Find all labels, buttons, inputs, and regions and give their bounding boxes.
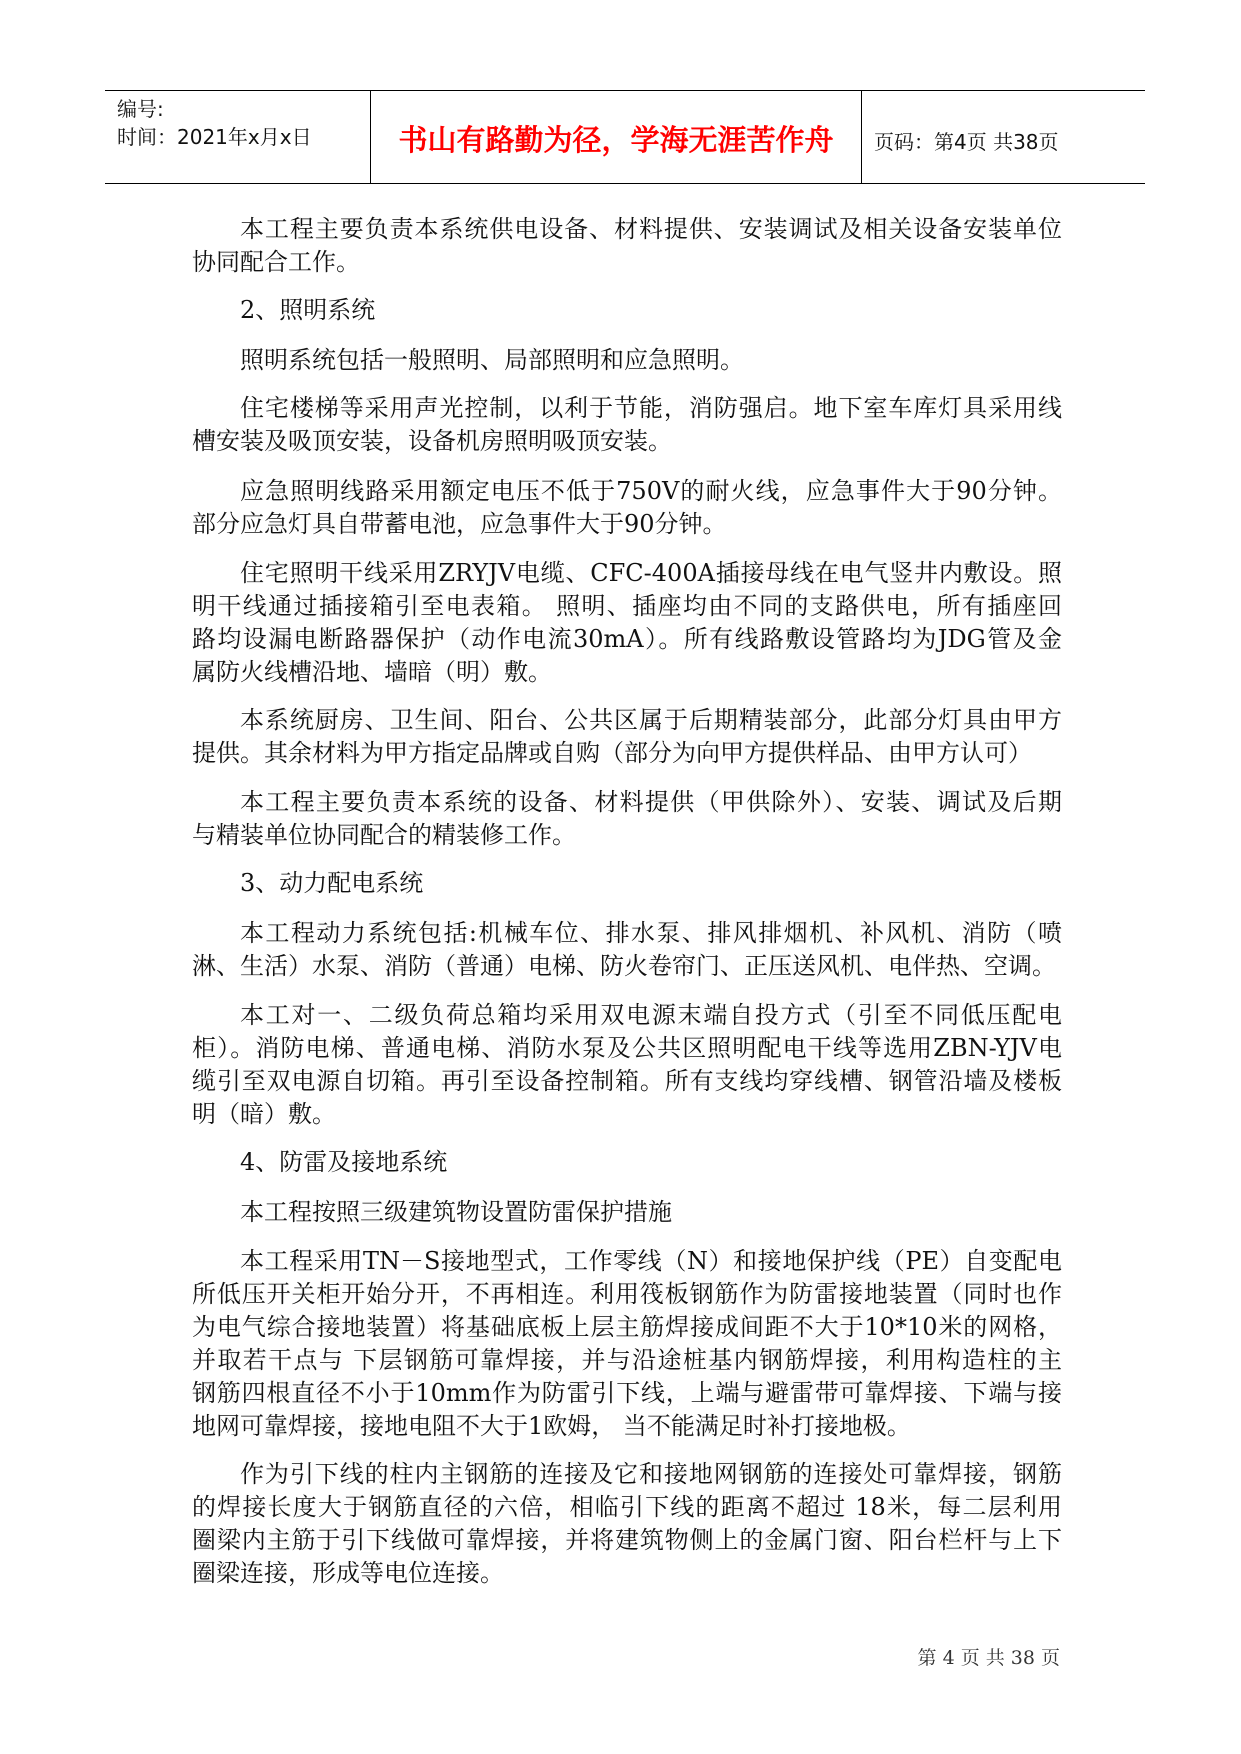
paragraph-line: 2、照明系统: [240, 296, 376, 324]
document-number-label: 编号:: [117, 97, 164, 121]
paragraph-line: 与精装单位协同配合的精装修工作。: [192, 821, 576, 849]
paragraph-line: 协同配合工作。: [192, 248, 360, 276]
paragraph-line: 为电气综合接地装置）将基础底板上层主筋焊接成间距不大于10*10米的网格，: [192, 1313, 1062, 1341]
header-page-label: 页码：第4页 共38页: [874, 130, 1059, 154]
paragraph: [192, 392, 1062, 458]
paragraph-line: 淋、生活）水泵、消防（普通）电梯、防火卷帘门、正压送风机、电伴热、空调。: [192, 952, 1056, 980]
paragraph-line: 明干线通过插接箱引至电表箱。 照明、插座均由不同的支路供电，所有插座回: [192, 592, 1062, 620]
header-divider-right: [861, 90, 862, 183]
header-motto: 书山有路勤为径，学海无涯苦作舟: [398, 123, 834, 157]
paragraph-line: 作为引下线的柱内主钢筋的连接及它和接地网钢筋的连接处可靠焊接，钢筋: [240, 1460, 1062, 1488]
paragraph-line: 4、防雷及接地系统: [240, 1148, 448, 1176]
paragraph-line: 本工对一、二级负荷总箱均采用双电源末端自投方式（引至不同低压配电: [240, 1001, 1062, 1029]
paragraph-line: 明（暗）敷。: [192, 1100, 336, 1128]
paragraph-line: 3、动力配电系统: [240, 869, 424, 897]
paragraph: [192, 213, 1062, 279]
paragraph-line: 住宅照明干线采用ZRYJV电缆、CFC-400A插接母线在电气竖井内敷设。照: [240, 559, 1062, 587]
footer-page-number: 第 4 页 共 38 页: [917, 1647, 1060, 1669]
paragraph-line: 部分应急灯具自带蓄电池，应急事件大于90分钟。: [192, 510, 727, 538]
paragraph: [192, 557, 1062, 689]
paragraph: [192, 704, 1062, 770]
paragraph-line: 所低压开关柜开始分开，不再相连。利用筏板钢筋作为防雷接地装置（同时也作: [192, 1280, 1062, 1308]
paragraph-line: 钢筋四根直径不小于10mm作为防雷引下线，上端与避雷带可靠焊接、下端与接: [192, 1379, 1062, 1407]
paragraph-line: 槽安装及吸顶安装，设备机房照明吸顶安装。: [192, 427, 672, 455]
paragraph: [192, 1245, 1062, 1443]
paragraph-line: 圈梁连接，形成等电位连接。: [192, 1559, 504, 1587]
paragraph: [192, 1458, 1062, 1590]
paragraph-line: 本工程主要负责本系统的设备、材料提供（甲供除外）、安装、调试及后期: [240, 788, 1062, 816]
paragraph-line: 圈梁内主筋于引下线做可靠焊接，并将建筑物侧上的金属门窗、阳台栏杆与上下: [192, 1526, 1062, 1554]
document-time-label: 时间：2021年x月x日: [117, 125, 312, 149]
paragraph-line: 并取若干点与 下层钢筋可靠焊接，并与沿途桩基内钢筋焊接，利用构造柱的主: [192, 1346, 1062, 1374]
paragraph-line: 路均设漏电断路器保护（动作电流30mA）。所有线路敷设管路均为JDG管及金: [192, 625, 1062, 653]
paragraph: [192, 786, 1062, 852]
paragraph-line: 属防火线槽沿地、墙暗（明）敷。: [192, 658, 552, 686]
paragraph: [192, 999, 1062, 1131]
paragraph-line: 缆引至双电源自切箱。再引至设备控制箱。所有支线均穿线槽、钢管沿墙及楼板: [192, 1067, 1062, 1095]
header-top-rule: [105, 90, 1145, 91]
paragraph-line: 应急照明线路采用额定电压不低于750V的耐火线，应急事件大于90分钟。: [240, 477, 1062, 505]
paragraph-line: 本工程按照三级建筑物设置防雷保护措施: [240, 1198, 672, 1226]
paragraph-line: 提供。其余材料为甲方指定品牌或自购（部分为向甲方提供样品、由甲方认可）: [192, 739, 1032, 767]
header-bottom-rule: [105, 183, 1145, 184]
paragraph-line: 本工程采用TN－S接地型式，工作零线（N）和接地保护线（PE）自变配电: [240, 1247, 1062, 1275]
paragraph: [192, 344, 1062, 377]
paragraph-line: 柜）。消防电梯、普通电梯、消防水泵及公共区照明配电干线等选用ZBN-YJV电: [192, 1034, 1062, 1062]
paragraph-line: 本工程主要负责本系统供电设备、材料提供、安装调试及相关设备安装单位: [240, 215, 1062, 243]
paragraph: [192, 1196, 1062, 1229]
paragraph-line: 的焊接长度大于钢筋直径的六倍，相临引下线的距离不超过 18米，每二层利用: [192, 1493, 1062, 1521]
paragraph: [192, 1146, 1062, 1179]
paragraph-line: 住宅楼梯等采用声光控制，以利于节能，消防强启。地下室车库灯具采用线: [240, 394, 1062, 422]
paragraph: [192, 867, 1062, 900]
paragraph-line: 本系统厨房、卫生间、阳台、公共区属于后期精装部分，此部分灯具由甲方: [240, 706, 1062, 734]
paragraph-line: 照明系统包括一般照明、局部照明和应急照明。: [240, 346, 744, 374]
paragraph: [192, 294, 1062, 327]
paragraph-line: 地网可靠焊接，接地电阻不大于1欧姆， 当不能满足时补打接地极。: [192, 1412, 911, 1440]
paragraph: [192, 475, 1062, 541]
paragraph: [192, 917, 1062, 983]
paragraph-line: 本工程动力系统包括:机械车位、排水泵、排风排烟机、补风机、消防（喷: [240, 919, 1062, 947]
